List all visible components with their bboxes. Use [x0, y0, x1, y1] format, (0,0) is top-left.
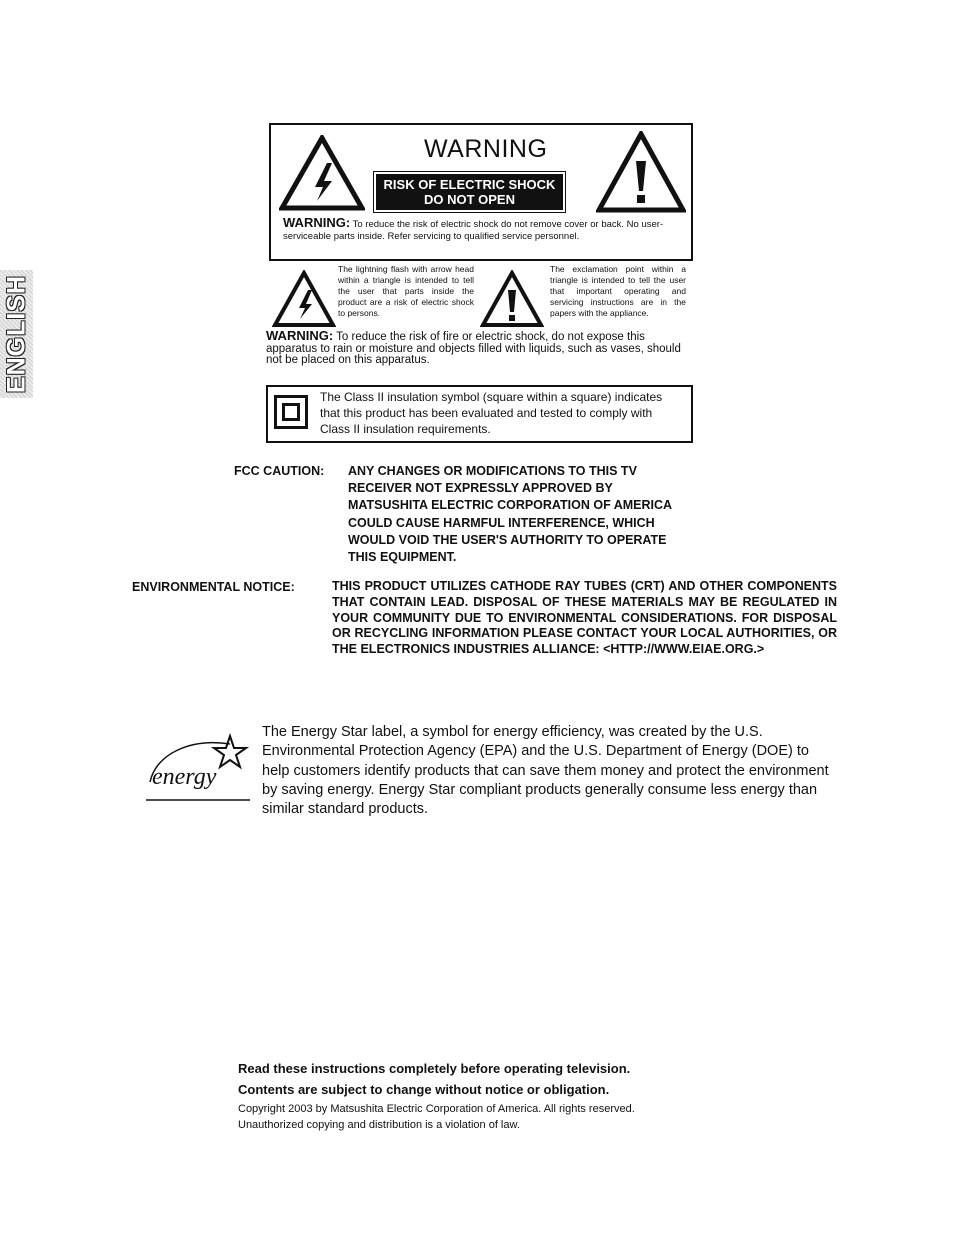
- exclamation-warning-icon: [596, 131, 686, 213]
- warning-title: WARNING: [424, 135, 548, 163]
- energy-logo-text: energy: [152, 764, 217, 790]
- fcc-line: WOULD VOID THE USER'S AUTHORITY TO OPERATE: [348, 532, 667, 547]
- exclamation-icon: [480, 270, 544, 328]
- lightning-description: The lightning flash with arrow head within a triangle is intended to tell the user that parts inside the product are a risk of electric shock to persons.: [338, 264, 474, 318]
- shock-line-1: RISK OF ELECTRIC SHOCK: [383, 177, 556, 192]
- language-tab-label: ENGLISH: [2, 274, 30, 394]
- warning-box: [269, 123, 693, 261]
- class-ii-text: The Class II insulation symbol (square within a square) indicates that this product has been evaluated and tested to comply with Class II insulation requirements.: [320, 390, 663, 436]
- lightning-warning-icon: [279, 135, 365, 211]
- shock-label: [374, 172, 565, 212]
- footer-unauthorized: Unauthorized copying and distribution is a violation of law.: [238, 1119, 520, 1131]
- fcc-line: THIS EQUIPMENT.: [348, 550, 457, 565]
- shock-line-2: DO NOT OPEN: [423, 192, 515, 207]
- energy-star-text: The Energy Star label, a symbol for energy efficiency, was created by the U.S. Environmental Protection Agency (EPA) and the U.S. Department of Energy (DOE) to help customers identify products that can save them money and protect the environment by saving energy. Energy Star compliant products generally consume less energy than similar standard products.: [262, 724, 829, 818]
- fcc-line: RECEIVER NOT EXPRESSLY APPROVED BY: [348, 481, 613, 496]
- fcc-line: COULD CAUSE HARMFUL INTERFERENCE, WHICH: [348, 515, 655, 530]
- fire-warning-text: To reduce the risk of fire or electric shock, do not expose this apparatus to rain or moisture and objects filled with liquids, such as vases, should not be placed on this apparatus.: [266, 331, 681, 366]
- environmental-text: THIS PRODUCT UTILIZES CATHODE RAY TUBES (CRT) AND OTHER COMPONENTS THAT CONTAIN LEAD. DISPOSAL OF THESE MATERIALS MAY BE REGULATED IN YOUR COMMUNITY DUE TO ENVIRONMENTAL CONSIDERATIONS. FOR DISPOSAL OR RECYCLING INFORMATION PLEASE CONTACT YOUR LOCAL AUTHORITIES, OR THE ELECTRONICS INDUSTRIES ALLIANCE: <HTTP://WWW.EIAE.ORG.>: [332, 579, 837, 657]
- lightning-icon: [272, 270, 336, 328]
- footer-copyright: Copyright 2003 by Matsushita Electric Corporation of America. All rights reserved.: [238, 1103, 635, 1115]
- class-ii-square-icon: [274, 395, 308, 429]
- fcc-body: [348, 463, 768, 566]
- warning-notice-text: To reduce the risk of electric shock do not remove cover or back. No user-serviceable parts inside. Refer servicing to qualified service personnel.: [283, 219, 664, 242]
- fcc-line: MATSUSHITA ELECTRIC CORPORATION OF AMERICA: [348, 498, 673, 513]
- footer-read-instructions: Read these instructions completely before operating television.: [238, 1061, 631, 1076]
- fcc-label: FCC CAUTION:: [234, 464, 325, 478]
- warning-notice: [283, 217, 683, 243]
- exclamation-description: The exclamation point within a triangle is intended to tell the user that important operating and servicing instructions are in the papers with the appliance.: [550, 264, 686, 318]
- language-tab: [0, 270, 33, 398]
- class-ii-box: [266, 385, 693, 443]
- warning-notice-label: WARNING:: [283, 215, 351, 230]
- fire-warning: [266, 330, 691, 367]
- fire-warning-label: WARNING:: [266, 328, 334, 343]
- footer-contents-notice: Contents are subject to change without notice or obligation.: [238, 1082, 610, 1097]
- environmental-label: ENVIRONMENTAL NOTICE:: [132, 580, 295, 594]
- energy-star-logo: [144, 732, 254, 807]
- fcc-line: ANY CHANGES OR MODIFICATIONS TO THIS TV: [348, 464, 637, 478]
